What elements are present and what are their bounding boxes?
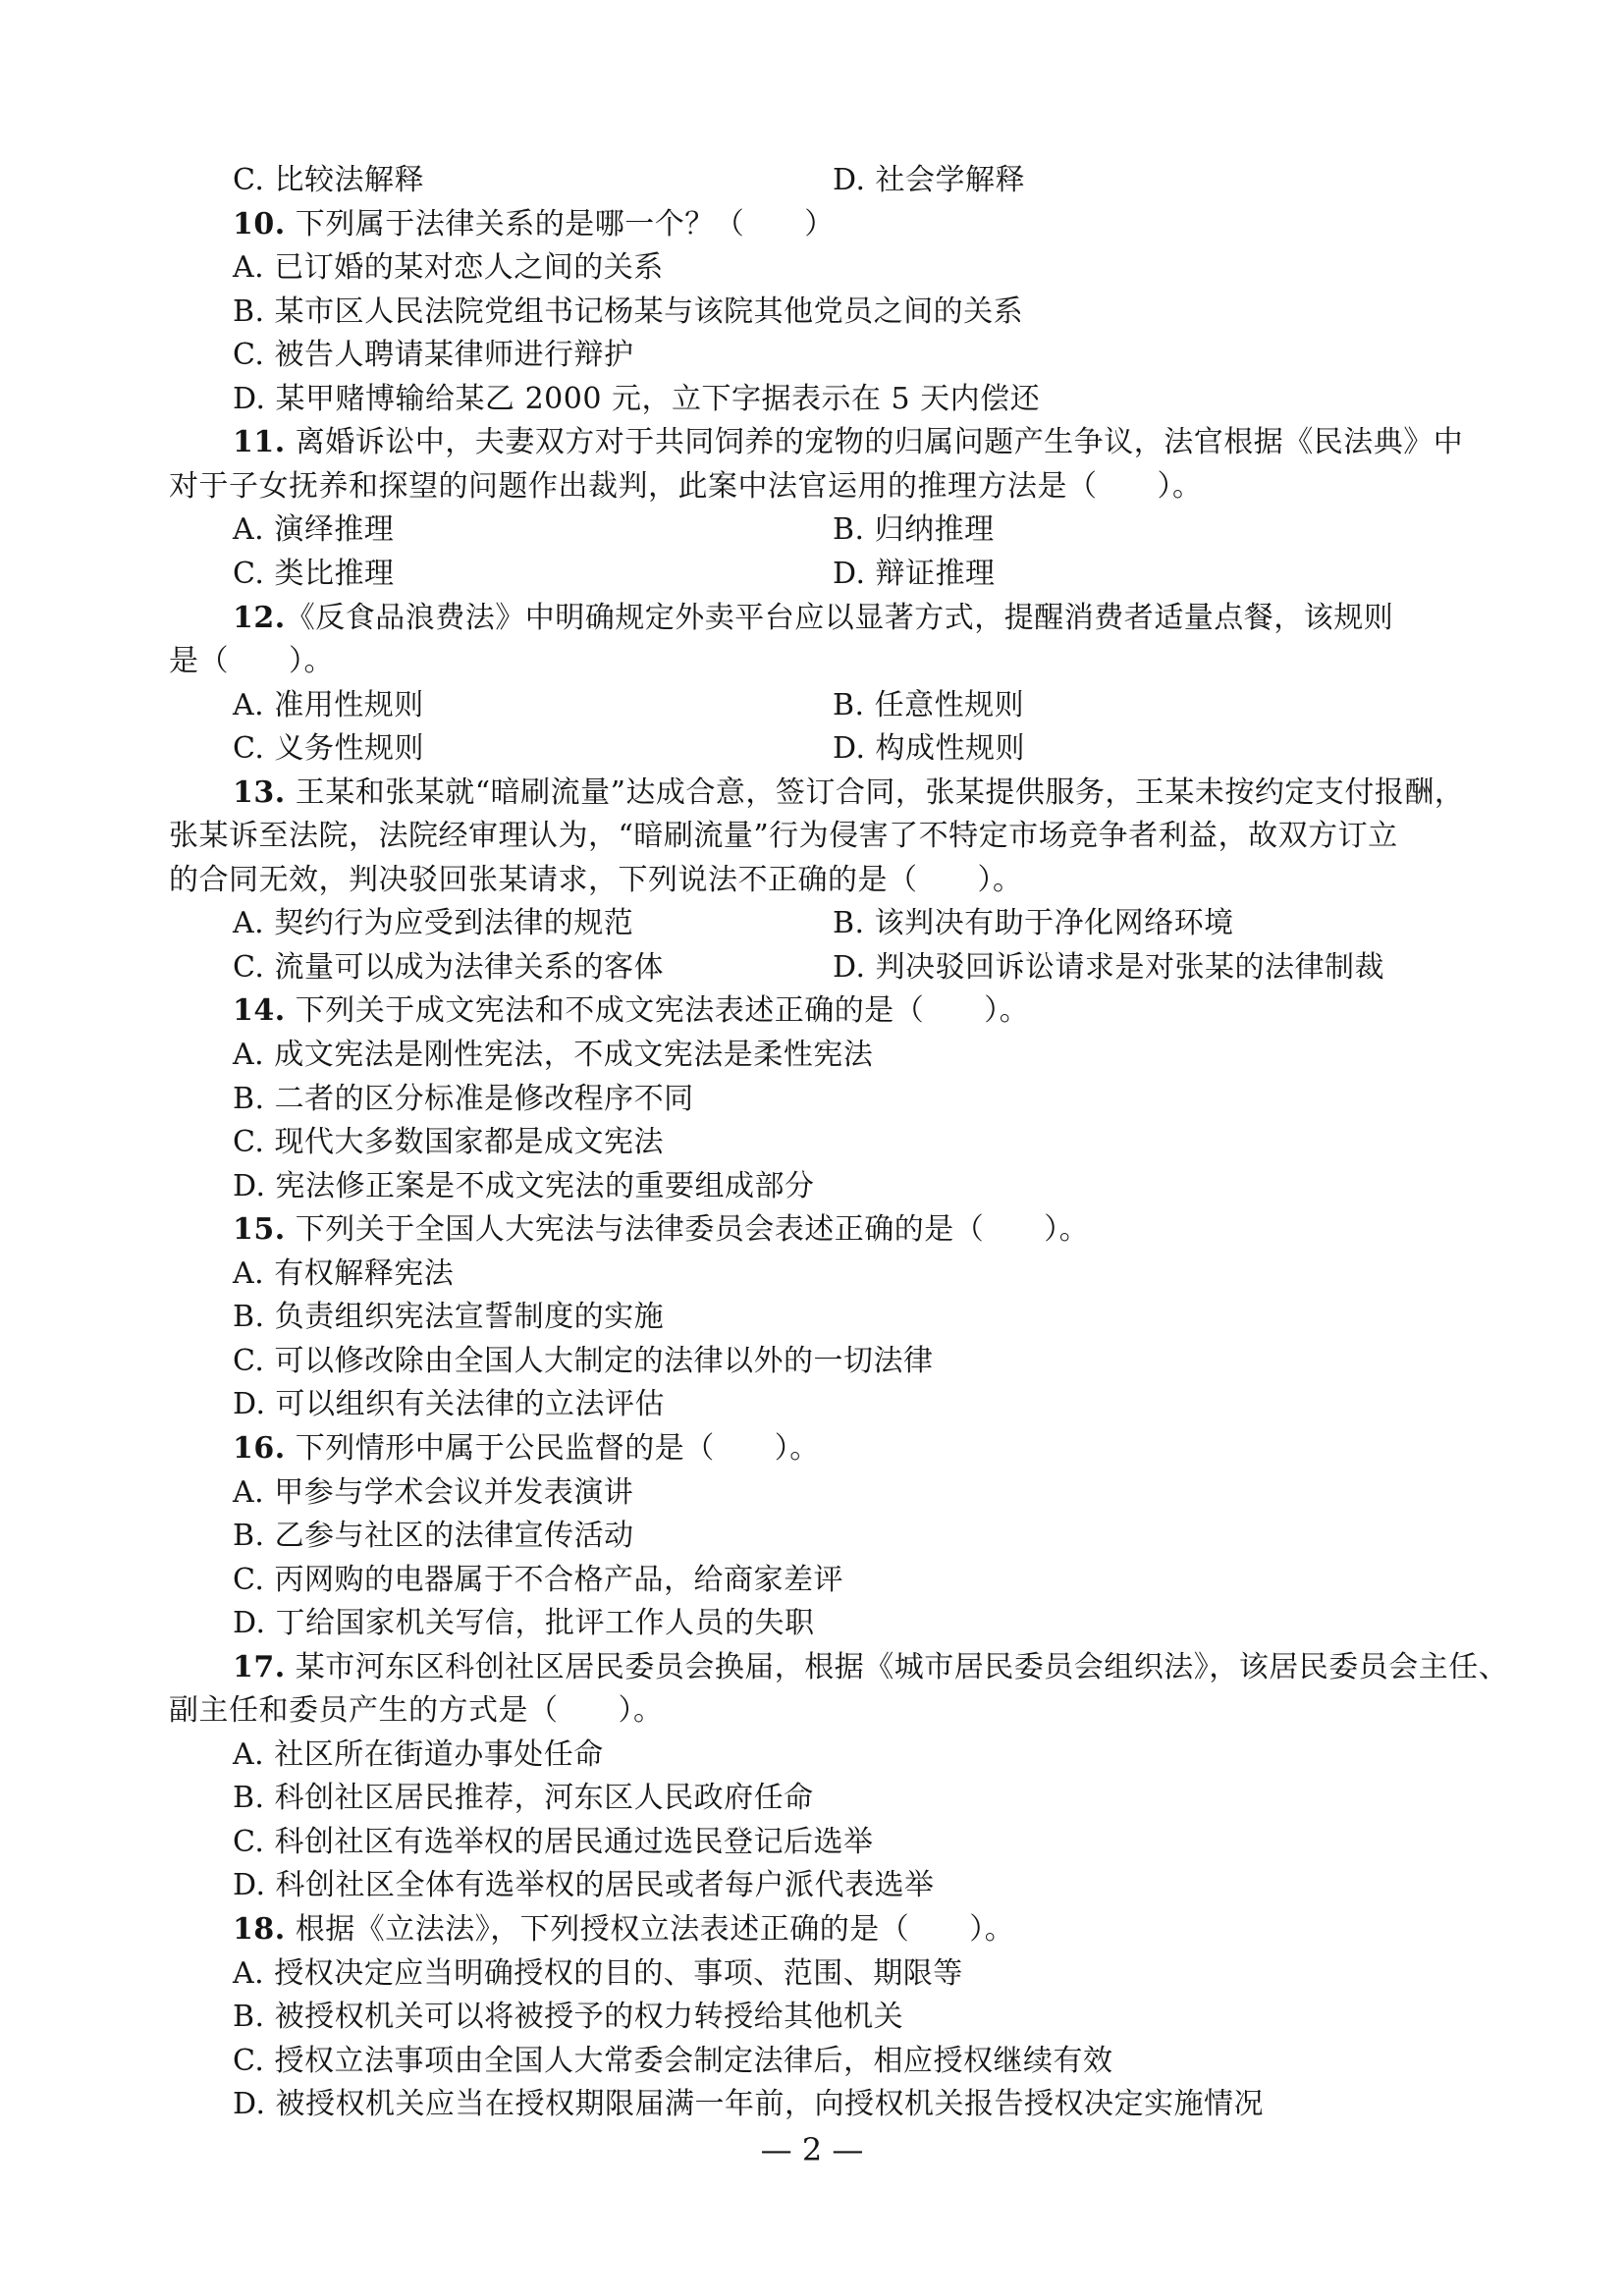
answer-option: B. 负责组织宪法宣誓制度的实施: [233, 1300, 665, 1335]
answer-option: B. 被授权机关可以将被授予的权力转授给其他机关: [233, 2000, 904, 2035]
question-stem-continuation: 对于子女抚养和探望的问题作出裁判，此案中法官运用的推理方法是（ ）。: [169, 468, 1203, 504]
question-stem: [233, 1646, 1508, 1689]
question-number: 14.: [233, 993, 286, 1029]
question-stem-continuation: 的合同无效，判决驳回张某请求，下列说法不正确的是（ ）。: [169, 862, 1023, 897]
answer-option: D. 被授权机关应当在授权期限届满一年前，向授权机关报告授权决定实施情况: [233, 2087, 1265, 2122]
answer-option: C. 科创社区有选举权的居民通过选民登记后选举: [233, 1824, 874, 1859]
question-number: 12.: [233, 600, 286, 635]
question-text: 王某和张某就“暗刷流量”达成合意，签订合同，张某提供服务，王某未按约定支付报酬，: [285, 774, 1465, 810]
question-text: 离婚诉讼中，夫妻双方对于共同饲养的宠物的归属问题产生争议，法官根据《民法典》中: [285, 425, 1464, 460]
question-text: 下列关于成文宪法和不成文宪法表述正确的是（ ）。: [285, 993, 1030, 1029]
question-number: 18.: [233, 1912, 286, 1947]
question-number: 16.: [233, 1430, 286, 1466]
answer-option: D. 社会学解释: [833, 163, 1026, 197]
answer-option: D. 可以组织有关法律的立法评估: [233, 1387, 666, 1422]
answer-option: B. 该判决有助于净化网络环境: [833, 906, 1234, 941]
question-stem: [233, 1208, 1089, 1252]
question-text: 《反食品浪费法》中明确规定外卖平台应以显著方式，提醒消费者适量点餐，该规则: [285, 600, 1394, 635]
answer-option: C. 授权立法事项由全国人大常委会制定法律后，相应授权继续有效: [233, 2043, 1113, 2078]
question-stem-continuation: 张某诉至法院，法院经审理认为，“暗刷流量”行为侵害了不特定市场竞争者利益，故双方订立: [169, 819, 1398, 854]
answer-option: B. 任意性规则: [833, 687, 1025, 722]
answer-option: B. 某市区人民法院党组书记杨某与该院其他党员之间的关系: [233, 294, 1024, 329]
question-text: 下列属于法律关系的是哪一个？（ ）: [285, 206, 835, 241]
answer-option: D. 判决驳回诉讼请求是对张某的法律制裁: [833, 949, 1385, 985]
answer-option: D. 科创社区全体有选举权的居民或者每户派代表选举: [233, 1868, 935, 1903]
answer-option: D. 构成性规则: [833, 731, 1026, 767]
answer-option: A. 准用性规则: [233, 687, 424, 722]
answer-option: D. 宪法修正案是不成文宪法的重要组成部分: [233, 1168, 815, 1203]
question-text: 下列情形中属于公民监督的是（ ）。: [285, 1430, 820, 1466]
answer-option: A. 演绎推理: [233, 512, 395, 548]
answer-option: A. 契约行为应受到法律的规范: [233, 906, 634, 941]
answer-option: C. 现代大多数国家都是成文宪法: [233, 1125, 664, 1160]
question-stem: [233, 597, 1393, 640]
question-stem-continuation: 是（ ）。: [169, 644, 334, 679]
question-text: 下列关于全国人大宪法与法律委员会表述正确的是（ ）。: [285, 1212, 1090, 1248]
question-number: 15.: [233, 1212, 286, 1248]
answer-option: A. 已订婚的某对恋人之间的关系: [233, 250, 664, 286]
question-number: 13.: [233, 774, 286, 810]
answer-option: C. 可以修改除由全国人大制定的法律以外的一切法律: [233, 1343, 934, 1378]
question-stem: [233, 772, 1464, 815]
question-stem: [233, 203, 835, 246]
question-stem-continuation: 副主任和委员产生的方式是（ ）。: [169, 1693, 664, 1729]
answer-option: A. 社区所在街道办事处任命: [233, 1736, 604, 1772]
question-text: 某市河东区科创社区居民委员会换届，根据《城市居民委员会组织法》，该居民委员会主任、: [285, 1649, 1509, 1684]
question-text: 根据《立法法》，下列授权立法表述正确的是（ ）。: [285, 1912, 1015, 1947]
question-stem: [233, 421, 1463, 464]
question-number: 10.: [233, 206, 286, 241]
answer-option: B. 乙参与社区的法律宣传活动: [233, 1519, 634, 1554]
answer-option: C. 流量可以成为法律关系的客体: [233, 949, 664, 985]
answer-option: A. 甲参与学术会议并发表演讲: [233, 1474, 634, 1510]
question-number: 17.: [233, 1649, 286, 1684]
answer-option: B. 科创社区居民推荐，河东区人民政府任命: [233, 1781, 814, 1816]
answer-option: B. 归纳推理: [833, 512, 995, 548]
answer-option: D. 某甲赌博输给某乙 2000 元，立下字据表示在 5 天内偿还: [233, 381, 1041, 416]
answer-option: C. 类比推理: [233, 556, 395, 591]
answer-option: C. 比较法解释: [233, 163, 424, 197]
answer-option: A. 成文宪法是刚性宪法，不成文宪法是柔性宪法: [233, 1038, 874, 1072]
answer-option: A. 有权解释宪法: [233, 1255, 455, 1291]
answer-option: D. 丁给国家机关写信，批评工作人员的失职: [233, 1606, 815, 1641]
question-number: 11.: [233, 425, 286, 460]
question-stem: [233, 989, 1029, 1033]
page-number: — 2 —: [760, 2131, 864, 2168]
answer-option: A. 授权决定应当明确授权的目的、事项、范围、期限等: [233, 1955, 963, 1991]
answer-option: D. 辩证推理: [833, 556, 996, 591]
question-stem: [233, 1908, 1014, 1951]
answer-option: B. 二者的区分标准是修改程序不同: [233, 1081, 694, 1116]
answer-option: C. 义务性规则: [233, 731, 424, 767]
answer-option: C. 被告人聘请某律师进行辩护: [233, 338, 634, 373]
answer-option: C. 丙网购的电器属于不合格产品，给商家差评: [233, 1562, 843, 1597]
question-stem: [233, 1427, 820, 1470]
